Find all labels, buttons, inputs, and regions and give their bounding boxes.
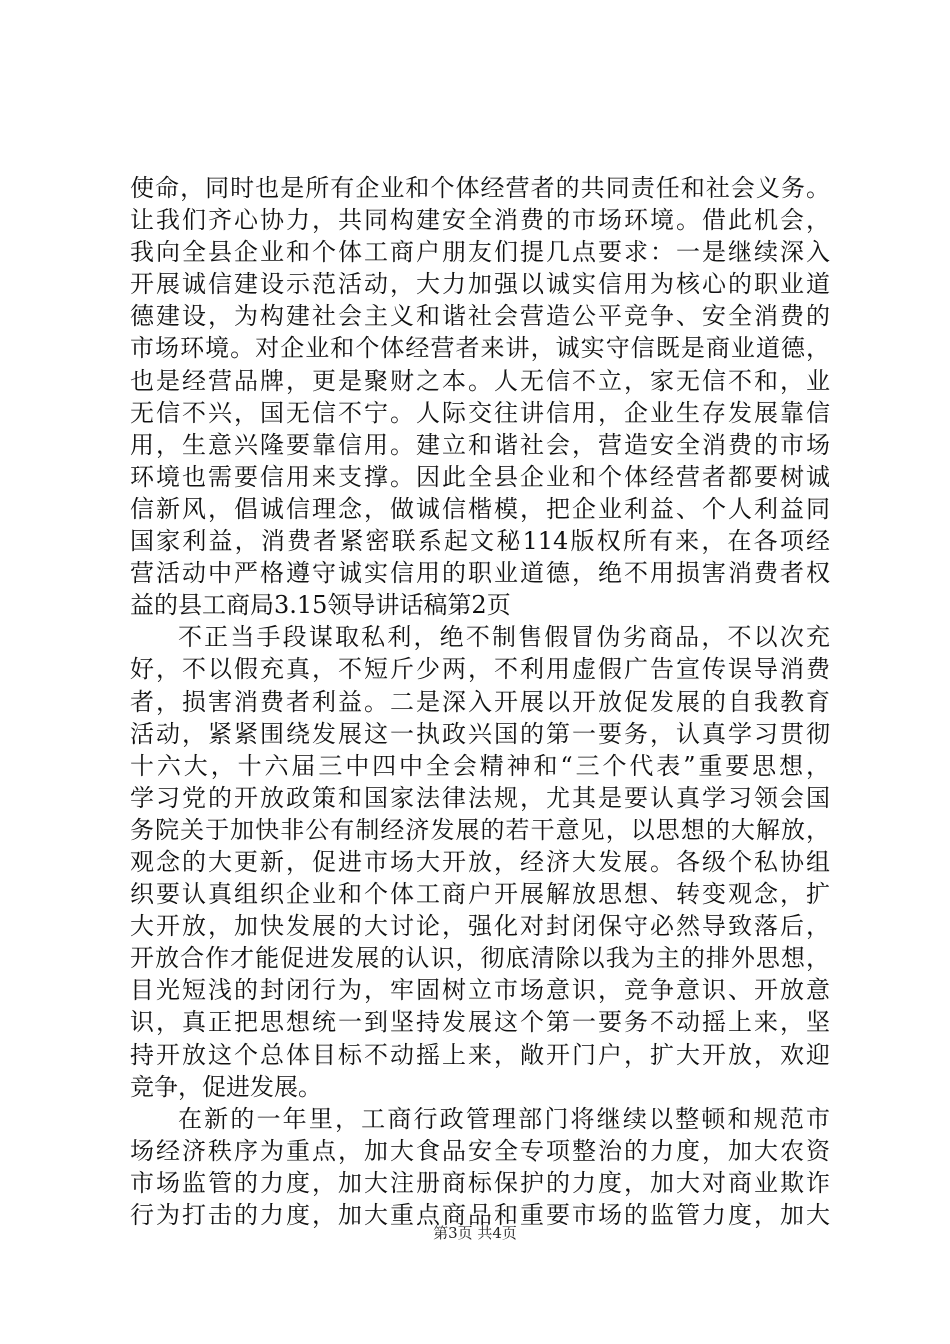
text-line: 益的县工商局3.15领导讲话稿第2页 — [130, 591, 511, 620]
text-line: 学习党的开放政策和国家法律法规，尤其是要认真学习领会国 — [130, 783, 830, 812]
text-line: 目光短浅的封闭行为，牢固树立市场意识，竞争意识、开放意 — [130, 976, 830, 1005]
paragraph — [130, 621, 830, 1102]
text-line: 织要认真组织企业和个体工商户开展解放思想、转变观念，扩 — [130, 880, 830, 909]
text-line: 行为打击的力度，加大重点商品和重要市场的监管力度，加大 — [130, 1201, 830, 1229]
text-line: 德建设，为构建社会主义和谐社会营造公平竞争、安全消费的 — [130, 302, 830, 331]
paragraph — [130, 172, 830, 621]
text-line: 开展诚信建设示范活动，大力加强以诚实信用为核心的职业道 — [130, 270, 830, 299]
text-line: 使命，同时也是所有企业和个体经营者的共同责任和社会义务。 — [130, 174, 830, 202]
text-line: 信新风，倡诚信理念，做诚信楷模，把企业利益、个人利益同 — [130, 494, 830, 523]
text-line: 环境也需要信用来支撑。因此全县企业和个体经营者都要树诚 — [130, 462, 830, 491]
text-line: 国家利益，消费者紧密联系起文秘114版权所有来，在各项经 — [130, 527, 830, 556]
text-line: 我向全县企业和个体工商户朋友们提几点要求：一是继续深入 — [130, 238, 830, 267]
text-line: 营活动中严格遵守诚实信用的职业道德，绝不用损害消费者权 — [130, 559, 830, 588]
text-line: 竞争，促进发展。 — [130, 1072, 322, 1101]
text-line: 者，损害消费者利益。二是深入开展以开放促发展的自我教育 — [130, 687, 830, 716]
text-line: 无信不兴，国无信不宁。人际交往讲信用，企业生存发展靠信 — [130, 398, 830, 427]
page-footer: 第3页 共4页 — [433, 1224, 517, 1242]
text-line: 大开放，加快发展的大讨论，强化对封闭保守必然导致落后， — [130, 912, 830, 941]
text-line: 活动，紧紧围绕发展这一执政兴国的第一要务，认真学习贯彻 — [130, 719, 830, 748]
text-line: 不正当手段谋取私利，绝不制售假冒伪劣商品，不以次充 — [178, 623, 830, 652]
text-line: 用，生意兴隆要靠信用。建立和谐社会，营造安全消费的市场 — [130, 430, 830, 459]
paragraph — [130, 1103, 830, 1231]
text-line: 也是经营品牌，更是聚财之本。人无信不立，家无信不和，业 — [130, 366, 830, 395]
text-line: 场经济秩序为重点，加大食品安全专项整治的力度，加大农资 — [130, 1136, 830, 1165]
text-line: 观念的大更新，促进市场大开放，经济大发展。各级个私协组 — [130, 847, 830, 876]
text-line: 让我们齐心协力，共同构建安全消费的市场环境。借此机会， — [130, 206, 830, 235]
document-body — [130, 172, 830, 1231]
text-line: 市场环境。对企业和个体经营者来讲，诚实守信既是商业道德， — [130, 334, 830, 363]
text-line: 十六大，十六届三中四中全会精神和“三个代表”重要思想， — [130, 751, 830, 780]
text-line: 持开放这个总体目标不动摇上来，敞开门户，扩大开放，欢迎 — [130, 1040, 830, 1069]
text-line: 识，真正把思想统一到坚持发展这个第一要务不动摇上来，坚 — [130, 1008, 830, 1037]
text-line: 务院关于加快非公有制经济发展的若干意见，以思想的大解放， — [130, 815, 830, 844]
text-line: 在新的一年里，工商行政管理部门将继续以整顿和规范市 — [178, 1104, 830, 1133]
text-line: 好，不以假充真，不短斤少两，不利用虚假广告宣传误导消费 — [130, 655, 830, 684]
text-line: 市场监管的力度，加大注册商标保护的力度，加大对商业欺诈 — [130, 1168, 830, 1197]
text-line: 开放合作才能促进发展的认识，彻底清除以我为主的排外思想， — [130, 944, 830, 973]
